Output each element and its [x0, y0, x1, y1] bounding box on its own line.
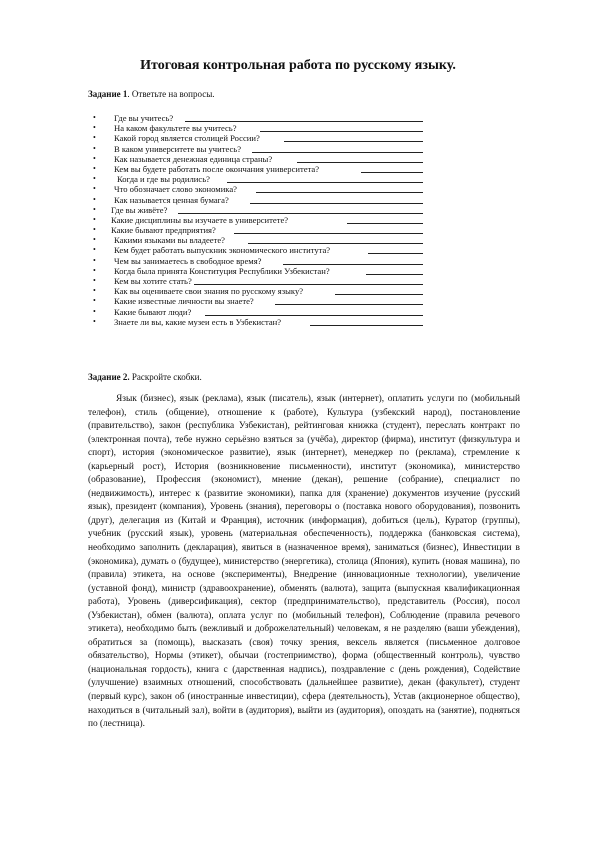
question-list: [0, 113, 596, 327]
question-item: [0, 296, 596, 306]
question-text: Как называется ценная бумага?: [114, 194, 229, 205]
task-2-label: Задание 2.: [88, 372, 130, 382]
question-item: [0, 266, 596, 276]
question-text: Когда была принята Конституция Республики Узбекистан?: [114, 265, 330, 276]
question-item: [0, 154, 596, 164]
question-item: [0, 215, 596, 225]
bullet-icon: •: [93, 214, 96, 224]
question-text: В каком университете вы учитесь?: [114, 143, 242, 154]
question-item: [0, 245, 596, 255]
question-text: Какой город является столицей России?: [114, 133, 260, 144]
answer-line[interactable]: [248, 236, 423, 244]
question-text: Как называется денежная единица страны?: [114, 153, 273, 164]
bullet-icon: •: [93, 174, 96, 184]
bullet-icon: •: [93, 225, 96, 235]
bullet-icon: •: [93, 204, 96, 214]
question-text: Что обозначает слово экономика?: [114, 184, 237, 195]
question-text: Когда и где вы родились?: [117, 174, 210, 185]
task-1-heading: [88, 89, 215, 100]
answer-line[interactable]: [335, 287, 423, 295]
question-item: [0, 174, 596, 184]
task-2-instruction: Раскройте скобки.: [129, 372, 202, 382]
task-2-heading: [88, 372, 202, 383]
answer-line[interactable]: [347, 216, 423, 224]
answer-line[interactable]: [185, 114, 423, 122]
bullet-icon: •: [93, 143, 96, 153]
answer-line[interactable]: [234, 226, 423, 234]
answer-line[interactable]: [178, 206, 423, 214]
bullet-icon: •: [93, 255, 96, 265]
question-text: На каком факультете вы учитесь?: [114, 123, 237, 134]
answer-line[interactable]: [368, 246, 423, 254]
answer-line[interactable]: [284, 134, 423, 142]
question-text: Где вы живёте?: [111, 204, 168, 215]
bullet-icon: •: [93, 235, 96, 245]
question-item: [0, 276, 596, 286]
question-text: Знаете ли вы, какие музеи есть в Узбекистан?: [114, 316, 282, 327]
question-item: [0, 113, 596, 123]
question-item: [0, 317, 596, 327]
question-item: [0, 256, 596, 266]
answer-line[interactable]: [366, 267, 423, 275]
bullet-icon: •: [93, 184, 96, 194]
bullet-icon: •: [93, 123, 96, 133]
question-item: [0, 195, 596, 205]
question-item: [0, 307, 596, 317]
task-1-label: Задание 1: [88, 89, 128, 99]
answer-line[interactable]: [310, 318, 423, 326]
bullet-icon: •: [93, 265, 96, 275]
question-item: [0, 286, 596, 296]
question-item: [0, 123, 596, 133]
answer-line[interactable]: [227, 175, 423, 183]
question-text: Кем будет работать выпускник экономического института?: [114, 245, 331, 256]
question-text: Как вы оцениваете свои знания по русскому языку?: [114, 286, 304, 297]
answer-line[interactable]: [252, 145, 423, 153]
bullet-icon: •: [93, 316, 96, 326]
answer-line[interactable]: [361, 165, 423, 173]
answer-line[interactable]: [205, 308, 423, 316]
question-text: Какие известные личности вы знаете?: [114, 296, 254, 307]
question-text: Какие бывают люди?: [114, 306, 192, 317]
question-text: Кем вы хотите стать?: [114, 276, 192, 286]
question-text: Какие дисциплины вы изучаете в университете?: [111, 214, 289, 225]
task-2-body: Язык (бизнес), язык (реклама), язык (писатель), язык (интернет), оплатить услуги по (мобильный телефон), стиль (общение), отношение к (работе), Культура (узбекский народ), постановление (правительство), закон (республика Узбекистан), рейтинговая книжка (студент), переслать контракт по (электронная почта), тебе нужно серьёзно взяться за (учёба), директор (фирма), институт (физкультура и спорт), история (экономическое развитие), язык (интернет), менеджер по (реклама), стремление к (карьерный рост), История (возникновение письменности), институт (экономика), министерство (образование), Профессия (экономист), мнение (декан), решение (собрание), специалист по (недвижимость), интерес к (развитие экономики), папка для (хранение) документов изучение (русский язык), президент (компания), Уровень (знания), переговоры о (поставка нового оборудования), позвонить (друг), делегация из (Китай и Франция), источник (информация), добиться (цель), Куратор (группы), учебник (русский язык), уровень (материальная обеспеченность), поддержка (банковская система), необходимо заполнить (декларация), явиться в (назначенное время), заниматься (бизнес), Инвестиции в (экономика), думать о (будущее), министерство (энергетика), столица (Япония), купить (новая машина), по (правила) этикета, на основе (эксперименты), Внедрение (инновационные технологии), увеличение (уставной фонд), министр (здравоохранение), обменять (валюта), защита (выпускная квалификационная работа), Уровень (диверсификация), сектор (предпринимательство), представитель (Россия), посол (Узбекистан), обмен (валюта), оплата услуг по (мобильный телефон), Соблюдение (правила речевого этикета), необходимо быть (вежливый и доброжелательный) человекам, я не разделяю (ваши убеждения), обратиться за (помощь), высказать (своя) точку зрения, вексель является (письменное долговое обязательство), Нормы (этикет), обычаи (гостеприимство), форма (общественный контроль), чувство (национальная гордость), книга с (дарственная надпись), поздравление с (день рождения), Содействие (улучшение) взаимных отношений, способствовать (дальнейшее развитие), декан (факультет), студент (первый курс), закон об (иностранные инвестиции), сфера (деятельность), Устав (акционерное общество), находиться в (читальный зал), войти в (аудитория), выйти из (аудитория), опоздать на (занятие), подняться по (лестница).: [88, 394, 520, 730]
question-text: Кем вы будете работать после окончания университета?: [114, 163, 320, 174]
question-text: Какие бывают предприятия?: [111, 225, 216, 236]
bullet-icon: •: [93, 113, 96, 122]
answer-line[interactable]: [256, 185, 423, 193]
question-item: [0, 235, 596, 245]
page-title: Итоговая контрольная работа по русскому языку.: [140, 58, 456, 73]
bullet-icon: •: [93, 245, 96, 255]
bullet-icon: •: [93, 296, 96, 306]
question-item: [0, 164, 596, 174]
answer-line[interactable]: [275, 297, 423, 305]
question-item: [0, 133, 596, 143]
answer-line[interactable]: [297, 155, 423, 163]
question-text: Чем вы занимаетесь в свободное время?: [114, 255, 262, 266]
bullet-icon: •: [93, 163, 96, 173]
question-item: [0, 225, 596, 235]
task-1-instruction: . Ответьте на вопросы.: [127, 89, 215, 99]
bullet-icon: •: [93, 153, 96, 163]
question-text: Где вы учитесь?: [114, 113, 174, 123]
bullet-icon: •: [93, 276, 96, 285]
question-item: [0, 205, 596, 215]
bullet-icon: •: [93, 194, 96, 204]
question-item: [0, 184, 596, 194]
question-text: Какими языками вы владеете?: [114, 235, 225, 246]
answer-line[interactable]: [250, 196, 423, 204]
answer-line[interactable]: [260, 124, 423, 132]
bullet-icon: •: [93, 133, 96, 143]
answer-line[interactable]: [194, 277, 423, 285]
bullet-icon: •: [93, 306, 96, 316]
answer-line[interactable]: [283, 257, 423, 265]
bullet-icon: •: [93, 286, 96, 296]
question-item: [0, 144, 596, 154]
